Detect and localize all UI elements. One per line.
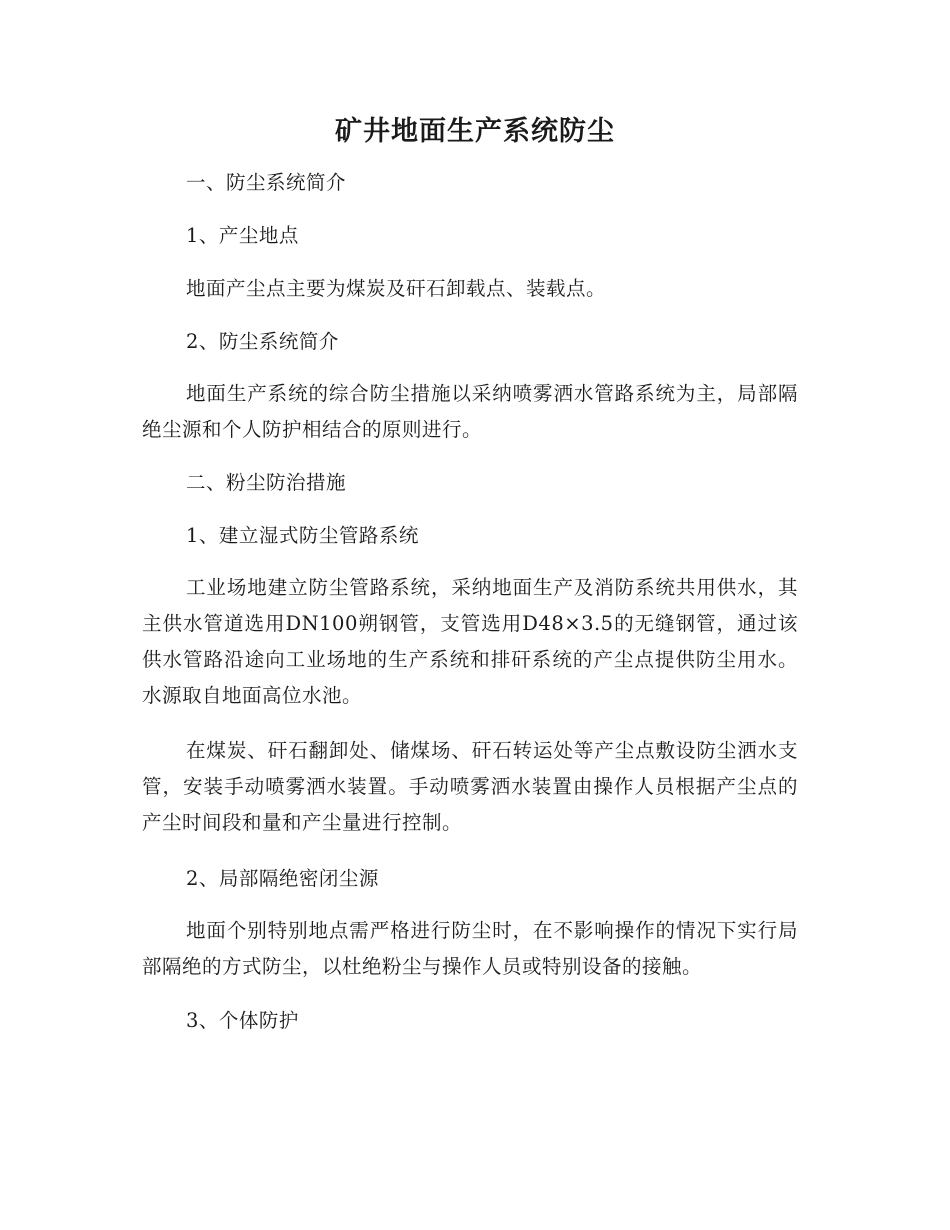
body-paragraph: 在煤炭、矸石翻卸处、储煤场、矸石转运处等产尘点敷设防尘洒水支管，安装手动喷雾洒水装置。手动喷雾洒水装置由操作人员根据产尘点的产尘时间段和量和产尘量进行控制。: [142, 739, 798, 834]
section-heading-2: 二、粉尘防治措施: [186, 471, 347, 494]
subsection-heading-2-3: 3、个体防护: [186, 1009, 299, 1032]
subsection-heading-1-1: 1、产尘地点: [186, 224, 299, 247]
subsection-heading-2-1: 1、建立湿式防尘管路系统: [186, 524, 419, 547]
body-paragraph: 工业场地建立防尘管路系统，采纳地面生产及消防系统共用供水，其主供水管道选用DN100朔钢管，支管选用D48×3.5的无缝钢管，通过该供水管路沿途向工业场地的生产系统和排矸系统的产尘点提供防尘用水。水源取自地面高位水池。: [142, 576, 798, 707]
body-paragraph: 地面生产系统的综合防尘措施以采纳喷雾洒水管路系统为主，局部隔绝尘源和个人防护相结合的原则进行。: [142, 382, 798, 441]
subsection-heading-1-2: 2、防尘系统简介: [186, 330, 339, 353]
body-paragraph: 地面个别特别地点需严格进行防尘时，在不影响操作的情况下实行局部隔绝的方式防尘，以杜绝粉尘与操作人员或特别设备的接触。: [142, 919, 798, 978]
body-paragraph: 地面产尘点主要为煤炭及矸石卸载点、装载点。: [186, 277, 607, 300]
subsection-heading-2-2: 2、局部隔绝密闭尘源: [186, 867, 379, 890]
document-title: 矿井地面生产系统防尘: [335, 116, 615, 147]
section-heading-1: 一、防尘系统简介: [186, 171, 347, 194]
